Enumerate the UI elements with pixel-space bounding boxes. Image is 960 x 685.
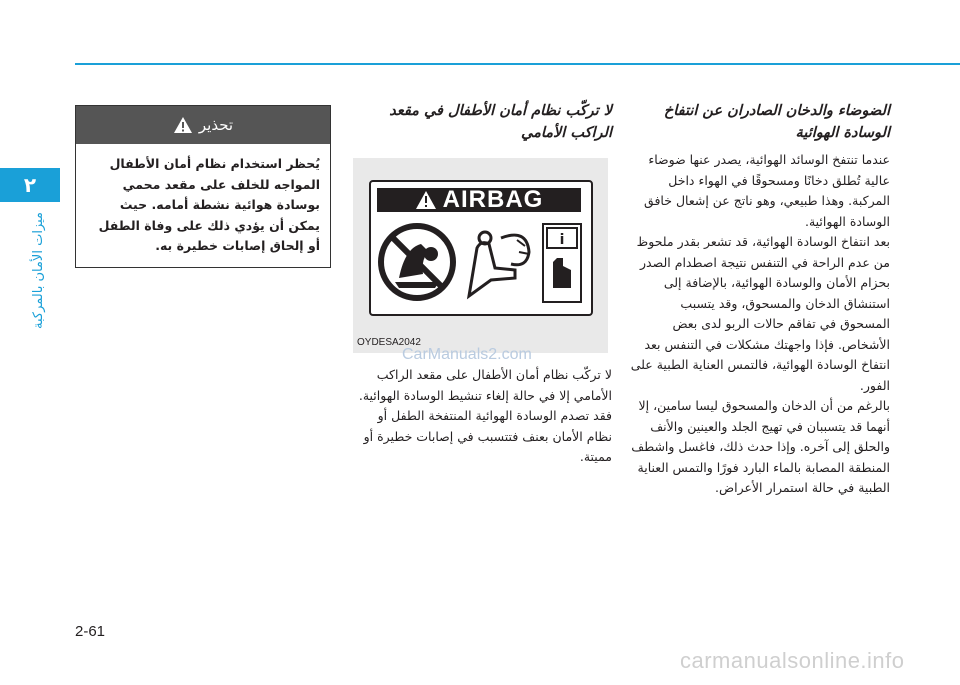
airbag-label-header bbox=[377, 188, 581, 212]
warning-header bbox=[76, 106, 330, 144]
paragraph: بالرغم من أن الدخان والمسحوق ليسا سامين، إلا أنهما قد يتسببان في تهيج الجلد والعينين والأنف والحلق إلى آخره. وإذا حدث ذلك، فاغسل واشطف المنطقة المصابة بالماء البارد فورًا والتمس العناية الطبية في حالة استمرار الأعراض. bbox=[631, 398, 890, 495]
warning-body: يُحظر استخدام نظام أمان الأطفال المواجه للخلف على مقعد محمي بوسادة هوائية نشطة أمامه. حيث يمكن أن يؤدي ذلك على وفاة الطفل أو إلحاق إصابات خطيرة به. bbox=[98, 156, 320, 253]
manual-book-icon bbox=[543, 224, 581, 302]
no-rear-facing-child-seat-icon bbox=[381, 226, 453, 298]
watermark-carmanualsonline: carmanualsonline.info bbox=[680, 648, 905, 673]
chapter-title: ميزات الأمان بالمركبة bbox=[30, 211, 46, 329]
middle-text bbox=[350, 365, 612, 468]
svg-text:i: i bbox=[559, 232, 565, 248]
paragraph: لا تركّب نظام أمان الأطفال على مقعد الراكب الأمامي إلا في حالة إلغاء تنشيط الوسادة الهوائية. فقد تصدم الوسادة الهوائية المنتفخة الطفل أو نظام الأمان بعنف فتتسبب في إصابات خطيرة أو مميتة. bbox=[358, 367, 612, 464]
page-number: 2-61 bbox=[75, 623, 106, 640]
airbag-deploy-icon bbox=[469, 232, 529, 296]
warning-triangle-icon bbox=[415, 190, 437, 210]
section-heading-noise-smoke: الضوضاء والدخان الصادران عن انتفاخ الوسادة الهوائية bbox=[663, 103, 890, 141]
section-heading-child-seat: لا تركّب نظام أمان الأطفال في مقعد الراكب الأمامي bbox=[389, 103, 612, 141]
warning-box bbox=[75, 105, 331, 268]
warning-title: تحذير bbox=[198, 116, 234, 134]
chapter-title-vertical bbox=[20, 205, 56, 335]
middle-column bbox=[350, 100, 612, 150]
figure-code: OYDESA2042 bbox=[357, 337, 421, 348]
watermark-carmanuals: CarManuals2.com bbox=[402, 346, 532, 363]
paragraph: عندما تنتفخ الوسائد الهوائية، يصدر عنها ضوضاء عالية تُطلق دخانًا ومسحوقًا في الهواء داخل المركبة. وهذا طبيعي، وهو ناتج عن إشعال خافق الوسادة الهوائية. bbox=[644, 152, 890, 229]
airbag-warning-figure bbox=[353, 158, 608, 353]
right-column bbox=[628, 100, 890, 499]
left-column bbox=[75, 105, 331, 268]
chapter-number: ٢ bbox=[23, 173, 37, 197]
airbag-label-text: AIRBAG bbox=[442, 186, 544, 213]
airbag-label bbox=[369, 180, 593, 316]
warning-triangle-icon bbox=[173, 116, 193, 134]
top-rule bbox=[75, 63, 960, 65]
chapter-tab[interactable] bbox=[0, 168, 60, 202]
paragraph: بعد انتفاخ الوسادة الهوائية، قد تشعر بقدر ملحوظ من عدم الراحة في التنفس نتيجة اصطدام الصدر بحزام الأمان والوسادة الهوائية، بالإضافة إلى استنشاق الدخان والمسحوق، وقد يتسبب المسحوق في تفاقم حالات الربو لدى بعض الأشخاص. فإذا واجهتك مشكلات في التنفس بعد انتفاخ الوسادة الهوائية، فالتمس العناية الطبية على الفور. bbox=[630, 234, 890, 393]
airbag-pictograms bbox=[377, 218, 585, 306]
